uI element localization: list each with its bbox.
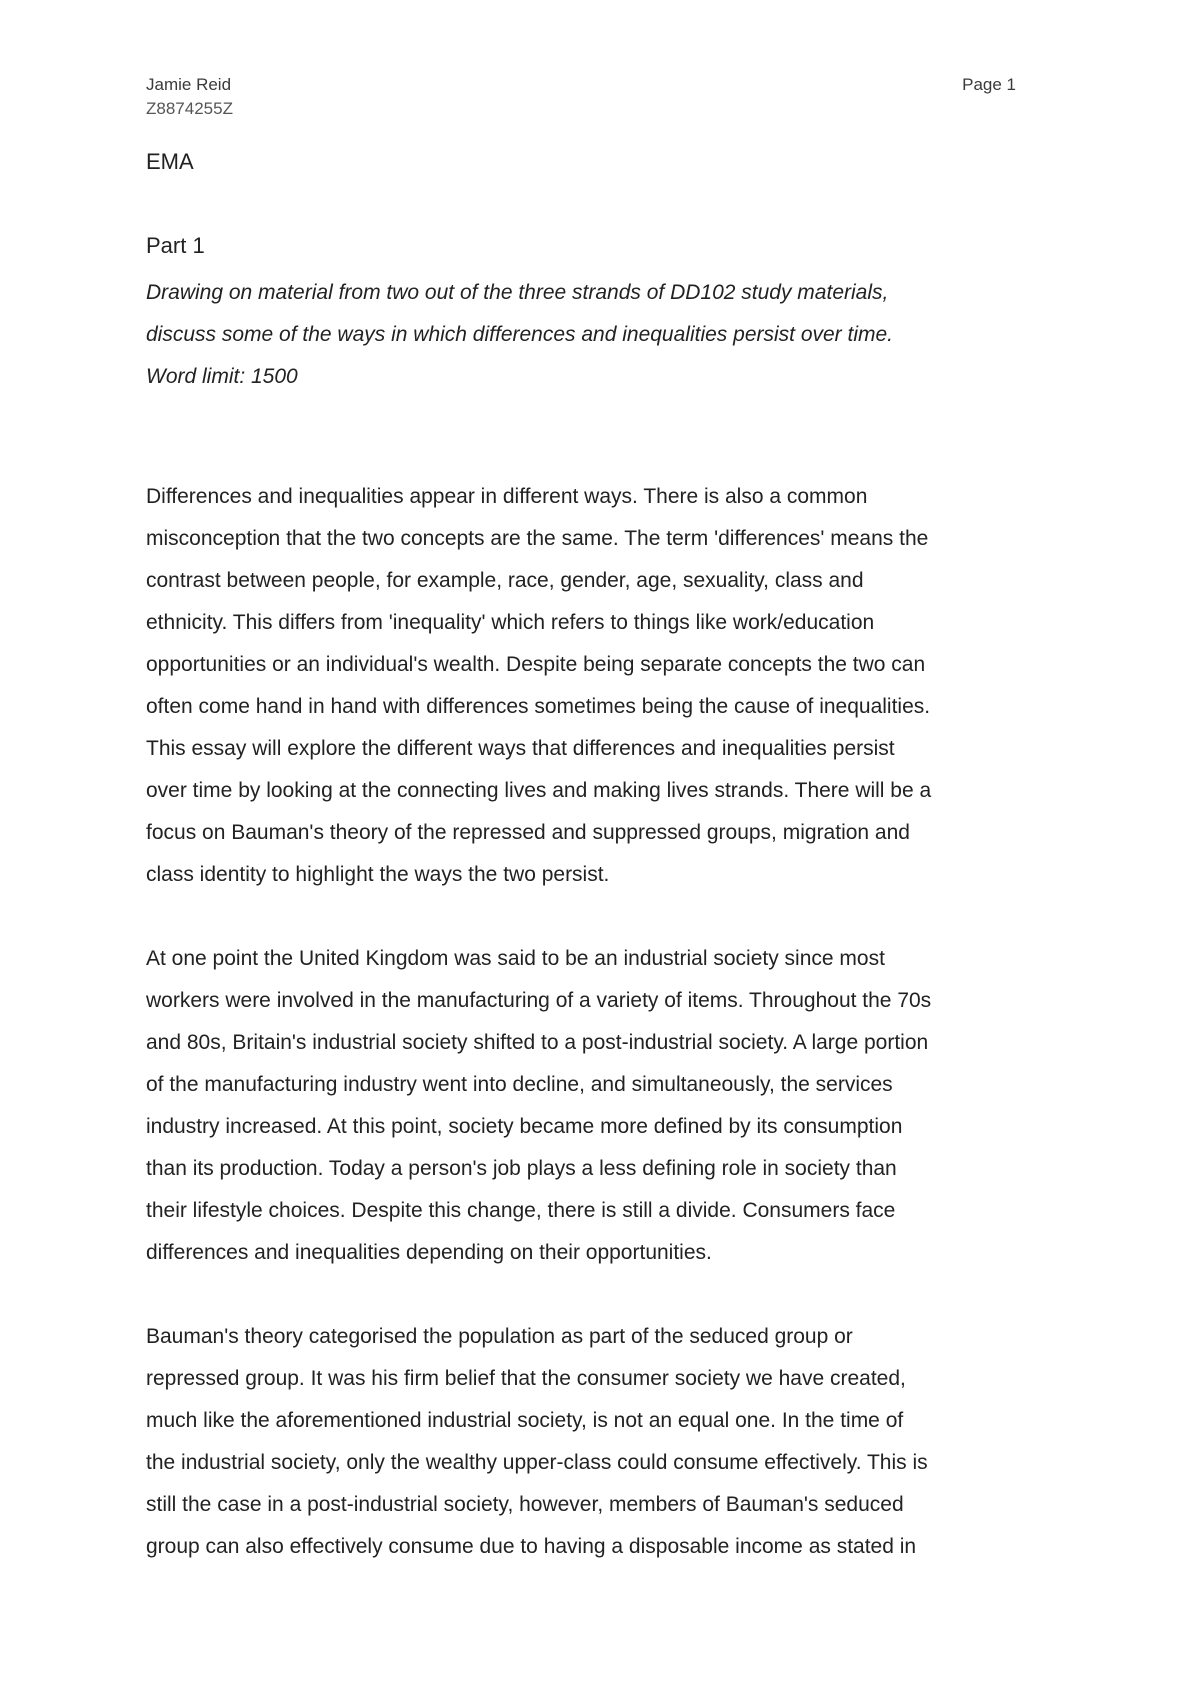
text-line: misconception that the two concepts are the same. The term 'differences' means the [146, 527, 929, 550]
text-line: group can also effectively consume due to having a disposable income as stated in [146, 1535, 917, 1558]
word-limit: Word limit: 1500 [146, 365, 298, 388]
text-line: opportunities or an individual's wealth. Despite being separate concepts the two can [146, 653, 926, 676]
text-line: Bauman's theory categorised the population as part of the seduced group or [146, 1325, 853, 1348]
text-line: industry increased. At this point, society became more defined by its consumption [146, 1115, 903, 1138]
author-name: Jamie Reid [146, 75, 232, 94]
text-line: often come hand in hand with differences sometimes being the cause of inequalities. [146, 695, 931, 718]
text-line: over time by looking at the connecting lives and making lives strands. There will be a [146, 779, 932, 802]
text-line: workers were involved in the manufacturing of a variety of items. Throughout the 70s [146, 989, 932, 1012]
essay-body [146, 476, 1066, 1610]
text-line: ethnicity. This differs from 'inequality' which refers to things like work/education [146, 611, 875, 634]
text-line: still the case in a post-industrial society, however, members of Bauman's seduced [146, 1493, 904, 1516]
text-line: Differences and inequalities appear in different ways. There is also a common [146, 485, 868, 508]
text-line: This essay will explore the different ways that differences and inequalities persist [146, 737, 895, 760]
question-line: Drawing on material from two out of the three strands of DD102 study materials, [146, 281, 889, 304]
paragraph-bauman-theory [146, 1316, 1066, 1568]
student-id: Z8874255Z [146, 99, 233, 118]
text-line: differences and inequalities depending on their opportunities. [146, 1241, 712, 1264]
document-title: EMA [146, 149, 194, 174]
text-line: than its production. Today a person's job plays a less defining role in society than [146, 1157, 897, 1180]
paragraph-industrial-society [146, 938, 1066, 1274]
text-line: and 80s, Britain's industrial society shifted to a post-industrial society. A large portion [146, 1031, 929, 1054]
text-line: contrast between people, for example, race, gender, age, sexuality, class and [146, 569, 864, 592]
text-line: repressed group. It was his firm belief that the consumer society we have created, [146, 1367, 906, 1390]
paragraph-introduction [146, 476, 1066, 896]
text-line: class identity to highlight the ways the two persist. [146, 863, 610, 886]
essay-question [146, 272, 1056, 398]
part-heading: Part 1 [146, 233, 205, 258]
text-line: At one point the United Kingdom was said to be an industrial society since most [146, 947, 885, 970]
text-line: focus on Bauman's theory of the repressed and suppressed groups, migration and [146, 821, 910, 844]
text-line: the industrial society, only the wealthy upper-class could consume effectively. This is [146, 1451, 928, 1474]
page-number: Page 1 [962, 75, 1016, 94]
question-line: discuss some of the ways in which differences and inequalities persist over time. [146, 323, 894, 346]
text-line: much like the aforementioned industrial society, is not an equal one. In the time of [146, 1409, 904, 1432]
text-line: of the manufacturing industry went into decline, and simultaneously, the services [146, 1073, 893, 1096]
text-line: their lifestyle choices. Despite this change, there is still a divide. Consumers face [146, 1199, 896, 1222]
